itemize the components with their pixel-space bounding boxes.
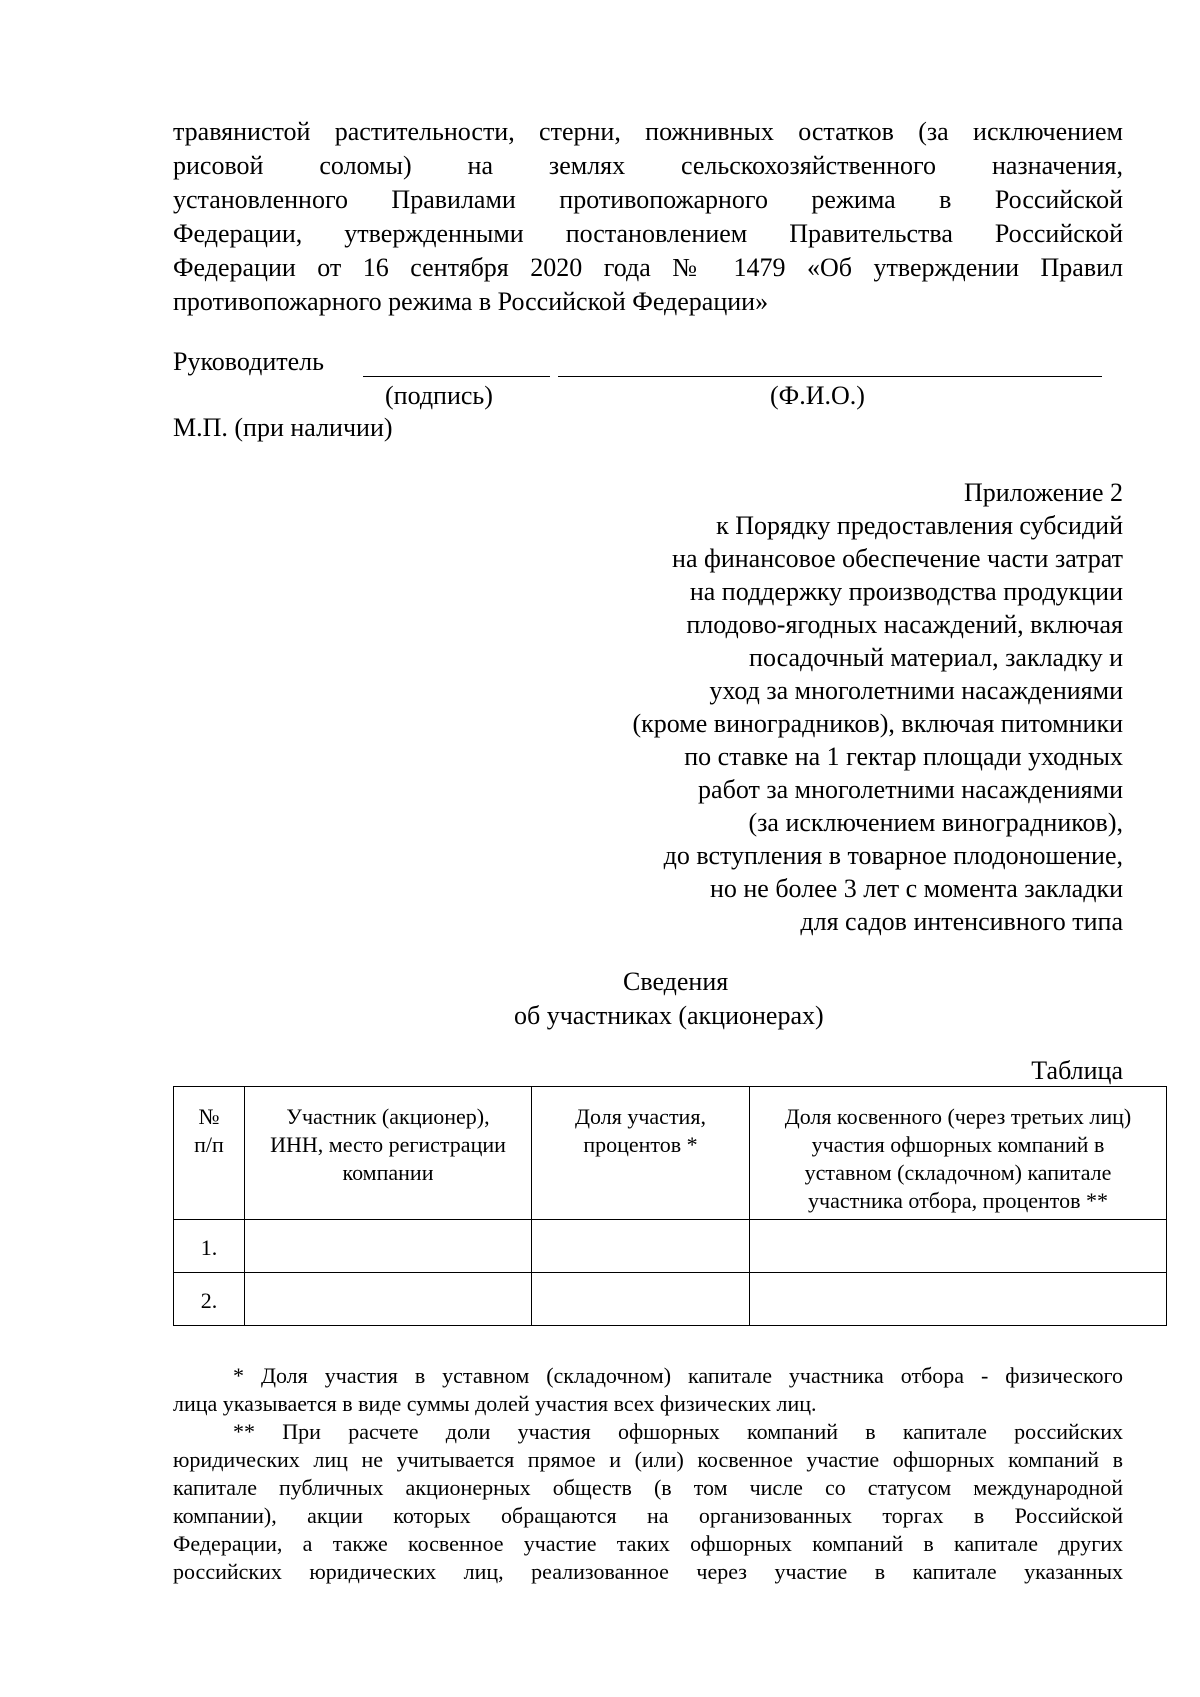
footnote-1-last-line: лица указывается в виде суммы долей участия всех физических лиц.	[173, 1391, 817, 1416]
document-title: Сведения	[623, 967, 729, 996]
footnote-2-line: компании), акции которых обращаются на организованных торгах в Российской	[173, 1503, 1123, 1528]
header-participant-line: компании	[342, 1160, 434, 1185]
header-participant-line: Участник (акционер),	[286, 1104, 490, 1129]
indirect-share-cell[interactable]	[750, 1273, 1167, 1326]
appendix-line: до вступления в товарное плодоношение,	[663, 841, 1123, 870]
document-subtitle: об участниках (акционерах)	[514, 1001, 824, 1030]
header-participant-line: ИНН, место регистрации	[270, 1132, 506, 1157]
footnote-2-line: российских юридических лиц, реализованное через участие в капитале указанных	[173, 1559, 1123, 1584]
footnote-2-line: капитале публичных акционерных обществ (в том числе со статусом международной	[173, 1475, 1123, 1500]
appendix-line: (за исключением виноградников),	[748, 808, 1123, 837]
share-cell[interactable]	[532, 1273, 750, 1326]
footnote-2-first-line: ** При расчете доли участия офшорных компаний в капитале российских	[233, 1419, 1123, 1444]
header-indirect-line: участника отбора, процентов **	[808, 1188, 1108, 1213]
appendix-line: но не более 3 лет с момента закладки	[709, 874, 1123, 903]
header-num-line: №	[198, 1104, 220, 1129]
row-num-cell: 2.	[174, 1273, 245, 1326]
signature-line	[363, 376, 550, 377]
footnote-2-line: юридических лиц не учитывается прямое и (или) косвенное участие офшорных компаний в	[173, 1447, 1123, 1472]
intro-line-last: противопожарного режима в Российской Федерации»	[173, 287, 769, 316]
table-row	[174, 1220, 1167, 1273]
appendix-line: по ставке на 1 гектар площади уходных	[684, 742, 1123, 771]
header-indirect-line: участия офшорных компаний в	[811, 1132, 1105, 1157]
appendix-line: (кроме виноградников), включая питомники	[632, 709, 1123, 738]
signature-caption: (подпись)	[385, 381, 493, 410]
header-indirect-line: Доля косвенного (через третьих лиц)	[784, 1104, 1132, 1129]
appendix-line: посадочный материал, закладку и	[749, 643, 1123, 672]
share-cell[interactable]	[532, 1220, 750, 1273]
header-indirect-line: уставном (складочном) капитале	[804, 1160, 1112, 1185]
header-num-line: п/п	[194, 1132, 224, 1157]
footnote-1-first-line: * Доля участия в уставном (складочном) капитале участника отбора - физического	[233, 1363, 1123, 1388]
stamp-label: М.П. (при наличии)	[173, 413, 393, 442]
header-share-line: Доля участия,	[575, 1104, 706, 1129]
appendix-line: для садов интенсивного типа	[800, 907, 1123, 936]
intro-line: травянистой растительности, стерни, пожнивных остатков (за исключением	[173, 117, 1123, 146]
appendix-line: работ за многолетними насаждениями	[698, 775, 1123, 804]
appendix-line: Приложение 2	[963, 478, 1123, 507]
header-num	[174, 1087, 245, 1220]
header-indirect-share	[750, 1087, 1167, 1220]
appendix-line: к Порядку предоставления субсидий	[716, 511, 1123, 540]
header-share-line: процентов *	[583, 1132, 698, 1157]
table-header-row	[174, 1087, 1167, 1220]
table-row	[174, 1273, 1167, 1326]
intro-line: установленного Правилами противопожарного режима в Российской	[173, 185, 1123, 214]
appendix-line: уход за многолетними насаждениями	[709, 676, 1123, 705]
appendix-line: на поддержку производства продукции	[689, 577, 1123, 606]
fio-caption: (Ф.И.О.)	[770, 381, 865, 410]
header-share	[532, 1087, 750, 1220]
signature-label: Руководитель	[173, 347, 324, 376]
intro-line: Федерации от 16 сентября 2020 года № 1479 «Об утверждении Правил	[173, 253, 1123, 282]
appendix-line: плодово-ягодных насаждений, включая	[686, 610, 1123, 639]
participants-table	[173, 1086, 1167, 1326]
participant-cell[interactable]	[245, 1273, 532, 1326]
appendix-line: на финансовое обеспечение части затрат	[672, 544, 1123, 573]
table-caption: Таблица	[1031, 1056, 1123, 1085]
intro-line: рисовой соломы) на землях сельскохозяйственного назначения,	[173, 151, 1123, 180]
row-num-cell: 1.	[174, 1220, 245, 1273]
indirect-share-cell[interactable]	[750, 1220, 1167, 1273]
footnote-2-line: Федерации, а также косвенное участие таких офшорных компаний в капитале других	[173, 1531, 1123, 1556]
header-participant	[245, 1087, 532, 1220]
participant-cell[interactable]	[245, 1220, 532, 1273]
fio-line	[558, 376, 1102, 377]
intro-line: Федерации, утвержденными постановлением Правительства Российской	[173, 219, 1123, 248]
